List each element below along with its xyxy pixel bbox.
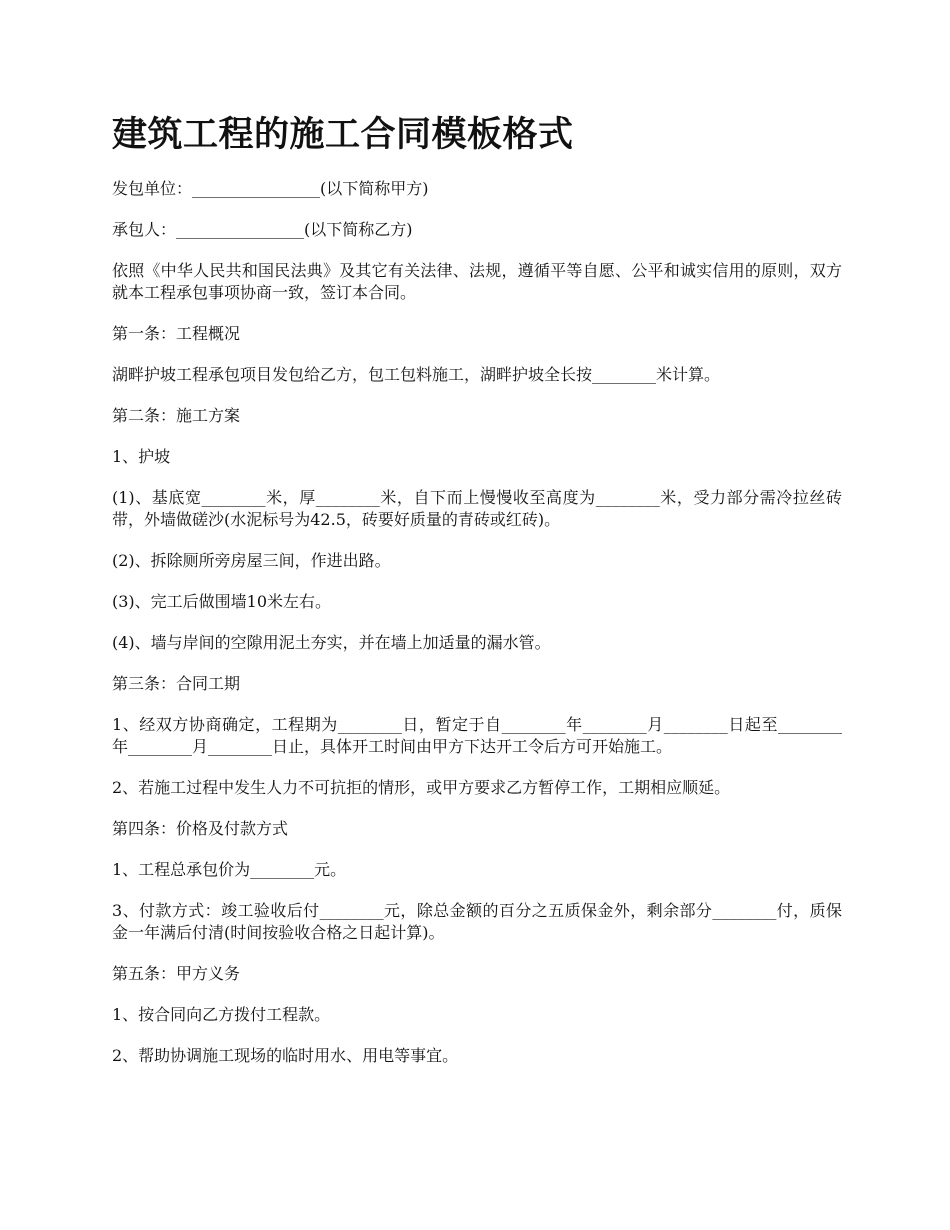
article-4-item-1: 1、工程总承包价为________元。 [112, 860, 347, 879]
document-title: 建筑工程的施工合同模板格式 [112, 115, 574, 155]
article-5-item-2: 2、帮助协调施工现场的临时用水、用电等事宜。 [112, 1046, 459, 1065]
article-3-item-1: 1、经双方协商确定，工程期为________日，暂定于自________年________月________日起至________年________月________日止，具体开工时间由甲方下达开工令后方可开始施工。 [112, 715, 842, 756]
article-5-heading: 第五条：甲方义务 [112, 964, 241, 983]
article-2-subitem-1: (1)、基底宽________米，厚________米，自下而上慢慢收至高度为________米，受力部分需冷拉丝砖带，外墙做磋沙(水泥标号为42.5，砖要好质量的青砖或红砖)。 [112, 488, 842, 529]
article-2-subitem-4: (4)、墙与岸间的空隙用泥土夯实，并在墙上加适量的漏水管。 [112, 633, 551, 652]
article-2-subitem-2: (2)、拆除厕所旁房屋三间，作进出路。 [112, 551, 391, 570]
article-4-item-3: 3、付款方式：竣工验收后付________元，除总金额的百分之五质保金外，剩余部分________付，质保金一年满后付清(时间按验收合格之日起计算)。 [112, 901, 842, 942]
article-4-heading: 第四条：价格及付款方式 [112, 819, 289, 838]
article-2-heading: 第二条：施工方案 [112, 406, 241, 425]
article-3-item-2: 2、若施工过程中发生人力不可抗拒的情形，或甲方要求乙方暂停工作，工期相应顺延。 [112, 778, 731, 797]
party-b-line: 承包人：________________(以下简称乙方) [112, 220, 413, 239]
document-page [112, 112, 842, 1086]
article-1-heading: 第一条：工程概况 [112, 324, 241, 343]
article-1-body: 湖畔护坡工程承包项目发包给乙方，包工包料施工，湖畔护坡全长按________米计算。 [112, 365, 721, 384]
article-2-item-1: 1、护坡 [112, 447, 171, 466]
article-2-subitem-3: (3)、完工后做围墙10米左右。 [112, 592, 332, 611]
party-a-line: 发包单位：________________(以下简称甲方) [112, 179, 429, 198]
preamble-paragraph: 依照《中华人民共和国民法典》及其它有关法律、法规，遵循平等自愿、公平和诚实信用的原则，双方就本工程承包事项协商一致，签订本合同。 [112, 261, 842, 302]
article-3-heading: 第三条：合同工期 [112, 674, 241, 693]
article-5-item-1: 1、按合同向乙方拨付工程款。 [112, 1005, 331, 1024]
